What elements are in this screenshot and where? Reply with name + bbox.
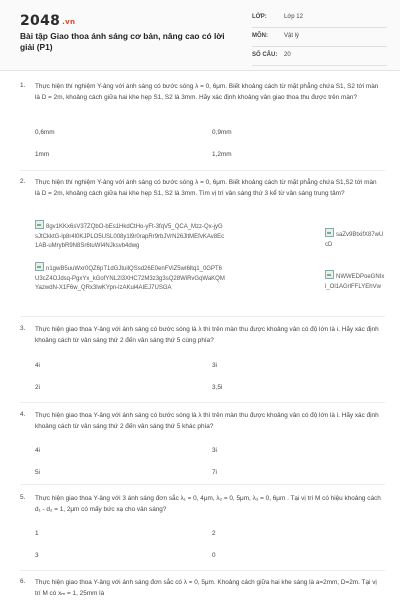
meta-box	[252, 11, 387, 68]
logo-suffix: .vn	[62, 18, 76, 26]
meta-value: Lớp 12	[284, 14, 303, 20]
question-number: 5.	[20, 494, 26, 501]
answer-image-alt: NWWEDPoeGNIxl_Ol1AGrlFFLYEhVw	[325, 274, 385, 290]
answer-option[interactable]: 3,5i	[212, 384, 223, 391]
broken-image-icon	[35, 262, 44, 271]
answer-image-alt: saZv9BtxifX87wUcD	[325, 232, 384, 248]
question-number: 3.	[20, 325, 26, 332]
broken-image-icon	[35, 220, 44, 229]
question-text: Thực hiện giao thoa Y-âng với ánh sáng có bước sóng là λ thì trên màn thu được khoảng vân có độ lớn là i. Hãy xác định khoảng cách từ vân sáng thứ 2 đến vân sáng thứ 5 khác phía?	[35, 412, 379, 430]
answer-option[interactable]: 4i	[35, 362, 40, 369]
question-5	[20, 494, 385, 569]
question-1	[20, 82, 385, 162]
question-number: 4.	[20, 411, 26, 418]
question-text: Thực hiện thí nghiệm Y-âng với ánh sáng có bước sóng λ = 0, 6μm. Biết khoảng cách từ mặt phẳng chứa S1, S2 tới màn là D = 2m, khoảng cách giữa hai khe hẹp S1, S2 là 3mm. Hãy xác định khoảng vân giao thoa thu được trên màn?	[35, 83, 379, 101]
meta-row-subject	[252, 30, 387, 47]
answer-option[interactable]	[35, 220, 225, 252]
question-text: Thực hiện thí nghiệm Y-âng với ánh sáng có bước sóng λ = 0, 6μm. Biết khoảng cách từ mặt phẳng chứa S1,S2 tới màn là D = 2m, khoảng cách giữa hai khe hẹp S1, S2 là 3mm. Tìm vị trí vân sáng thứ 3 kể từ vân sáng trung tâm?	[35, 179, 377, 197]
divider	[20, 570, 385, 571]
answer-option[interactable]	[35, 262, 225, 294]
answer-option[interactable]: 3i	[212, 362, 217, 369]
answer-option[interactable]: 2	[212, 530, 216, 537]
divider	[20, 402, 385, 403]
answer-option[interactable]: 0	[212, 552, 216, 559]
divider	[20, 484, 385, 485]
answer-option[interactable]: 1,2mm	[212, 151, 232, 158]
question-3	[20, 325, 385, 405]
answer-option[interactable]: 4i	[35, 447, 40, 454]
question-text: Thực hiện giao thoa Y-âng với ánh sáng đơn sắc có λ = 0, 5μm. Khoảng cách giữa hai khe sáng là a=2mm, D=2m. Tại vị trí M có xₘ = 1, 25mm là	[35, 579, 377, 597]
meta-label: SỐ CÂU:	[252, 52, 278, 58]
page-title: Bài tập Giao thoa ánh sáng cơ bản, nâng cao có lời giải (P1)	[20, 31, 225, 52]
answer-option[interactable]: 3	[35, 552, 39, 559]
divider	[20, 316, 385, 317]
broken-image-icon	[325, 228, 334, 237]
logo-text: 2048	[20, 13, 61, 29]
question-number: 1.	[20, 82, 26, 89]
answer-option[interactable]: 7i	[212, 469, 217, 476]
meta-label: MÔN:	[252, 33, 268, 39]
meta-row-grade	[252, 11, 387, 28]
divider	[20, 170, 385, 171]
answer-option[interactable]: 0,6mm	[35, 129, 55, 136]
meta-value: Vật lý	[284, 33, 300, 39]
question-number: 2.	[20, 178, 26, 185]
answer-option[interactable]: 0,9mm	[212, 129, 232, 136]
answer-option[interactable]: 2i	[35, 384, 40, 391]
answer-option[interactable]: 1	[35, 530, 39, 537]
meta-row-count	[252, 49, 387, 66]
question-4	[20, 411, 385, 491]
meta-value: 20	[284, 52, 291, 58]
question-number: 6.	[20, 578, 26, 585]
site-logo[interactable]	[20, 13, 75, 29]
answer-option[interactable]: 5i	[35, 469, 40, 476]
question-text: Thực hiện giao thoa Y-âng với 3 ánh sáng đơn sắc λ₁ = 0, 4μm, λ₂ = 0, 5μm, λ₃ = 0, 6μm . Tại vị trí M có hiệu khoảng cách d₁ - d₂ = 1, 2μm có mấy bức xạ cho vân sáng?	[35, 495, 381, 513]
answer-image-alt: 8gv1KKx6sV37ZQbO-bEs1HkdCtHo-yFt-3fqV5_QCA_Mzz-Qx-jyGsJtCkktG-lp8r4l0KJPLO5USL008y1l9r0rapRr9rbJVrN26JltMEfvKAv8Ec1AB-uMrybR9N8Sr6tuWI4NJksvb4dwg	[35, 224, 225, 249]
answer-image-alt: n1gwB5uuWxr0QZ6pT1dGJtuilQSsd26E0enFViZ5wI6ltq1_0GPT6U3cZ4OJdsq-PgxYx_kGofYNL2l3XHC72M3z3g3sQ28WiRvGqWaKQMYazwdN-X1F6w_QRx3lwKYpn-lzAKul4AIEJ7USGA	[35, 266, 225, 291]
answer-option[interactable]	[325, 228, 385, 250]
meta-label: LỚP:	[252, 14, 267, 20]
question-2	[20, 178, 385, 296]
answer-option[interactable]: 3i	[212, 447, 217, 454]
question-text: Thực hiện giao thoa Y-âng với ánh sáng có bước sóng là λ thì trên màn thu được khoảng vân có độ lớn là i. Hãy xác định khoảng cách từ vân sáng thứ 2 đến vân sáng thứ 5 cùng phía?	[35, 326, 379, 344]
answer-option[interactable]: 1mm	[35, 151, 50, 158]
answer-option[interactable]	[325, 270, 385, 292]
broken-image-icon	[325, 270, 334, 279]
question-6	[20, 578, 385, 600]
header	[0, 0, 400, 71]
